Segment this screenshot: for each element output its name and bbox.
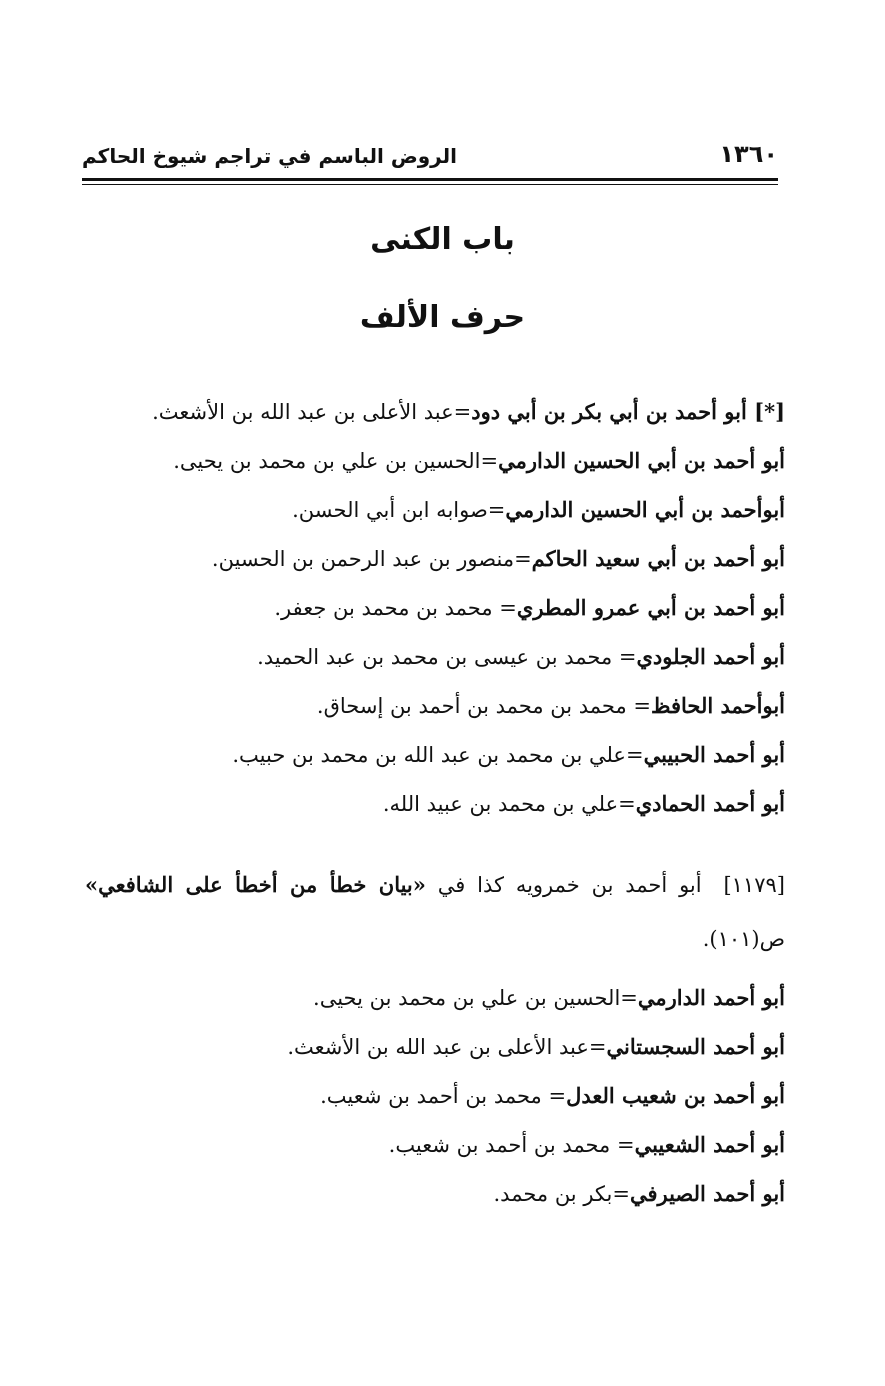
list-item: [85, 588, 785, 637]
entry-identity: =الحسين بن علي بن محمد بن يحيى.: [313, 986, 638, 1010]
note-text-before: أبو أحمد بن خمرويه كذا في: [437, 873, 702, 897]
entry-identity: =علي بن محمد بن عبيد الله.: [382, 792, 636, 816]
entry-identity: =الحسين بن علي بن محمد بن يحيى.: [173, 449, 499, 473]
entry-identity: =عبد الأعلى بن عبد الله بن الأشعث.: [152, 400, 472, 424]
list-item: [85, 637, 785, 686]
entry-kunya: أبو أحمد بن أبي سعيد الحاكم: [531, 546, 785, 571]
entry-kunya: أبو أحمد الجلودي: [636, 644, 785, 669]
note-text-after: ص(١٠١).: [702, 927, 785, 951]
entry-identity: =صوابه ابن أبي الحسن.: [292, 498, 506, 522]
list-item: [85, 490, 785, 539]
list-item: [85, 441, 785, 490]
entry-kunya: أبو أحمد الحمادي: [635, 791, 785, 816]
entry-identity: =بكر بن محمد.: [493, 1182, 630, 1206]
chapter-heading: باب الكنى: [370, 222, 515, 257]
page-number: ١٣٦٠: [719, 140, 778, 168]
entry-kunya: أبو أحمد الحبيبي: [643, 742, 785, 767]
note-source-title: «بيان خطأ من أخطأ على الشافعي»: [85, 872, 426, 897]
list-item: [85, 1076, 785, 1125]
note-number: [١١٧٩]: [723, 873, 785, 897]
entry-kunya: أبو أحمد بن شعيب العدل: [566, 1083, 785, 1108]
entry-identity: =علي بن محمد بن عبد الله بن محمد بن حبيب.: [232, 743, 644, 767]
entry-kunya: أبوأحمد الحافظ: [651, 693, 785, 718]
entry-kunya: أبو أحمد السجستاني: [606, 1034, 785, 1059]
list-item: [85, 784, 785, 833]
header-rule-thin: [82, 184, 778, 185]
entry-list-1: [85, 392, 785, 833]
entry-identity: =عبد الأعلى بن عبد الله بن الأشعث.: [287, 1035, 607, 1059]
entry-identity: = محمد بن عيسى بن محمد بن عبد الحميد.: [257, 645, 637, 669]
list-item: [85, 686, 785, 735]
list-item: [85, 392, 785, 441]
entry-kunya: [*] أبو أحمد بن أبي بكر بن أبي دود: [471, 399, 785, 424]
header-rule-thick: [82, 178, 778, 181]
entry-identity: = محمد بن أحمد بن شعيب.: [320, 1084, 567, 1108]
entry-kunya: أبو أحمد بن أبي الحسين الدارمي: [498, 448, 785, 473]
entry-identity: =منصور بن عبد الرحمن بن الحسين.: [211, 547, 532, 571]
entry-kunya: أبو أحمد الصيرفي: [629, 1181, 785, 1206]
footnote-paragraph: [85, 858, 785, 966]
section-heading: حرف الألف: [359, 300, 526, 335]
list-item: [85, 1174, 785, 1223]
entry-kunya: أبو أحمد الشعيبي: [634, 1132, 785, 1157]
list-item: [85, 735, 785, 784]
entry-kunya: أبوأحمد بن أبي الحسين الدارمي: [505, 497, 785, 522]
running-title: الروض الباسم في تراجم شيوخ الحاكم: [82, 144, 457, 168]
entry-kunya: أبو أحمد الدارمي: [637, 985, 785, 1010]
page-header: [82, 138, 778, 178]
list-item: [85, 1125, 785, 1174]
entry-list-2: [85, 978, 785, 1223]
entry-identity: = محمد بن أحمد بن شعيب.: [388, 1133, 635, 1157]
list-item: [85, 539, 785, 588]
entry-kunya: أبو أحمد بن أبي عمرو المطري: [516, 595, 785, 620]
list-item: [85, 978, 785, 1027]
list-item: [85, 1027, 785, 1076]
entry-identity: = محمد بن محمد بن جعفر.: [274, 596, 517, 620]
entry-identity: = محمد بن محمد بن أحمد بن إسحاق.: [316, 694, 652, 718]
